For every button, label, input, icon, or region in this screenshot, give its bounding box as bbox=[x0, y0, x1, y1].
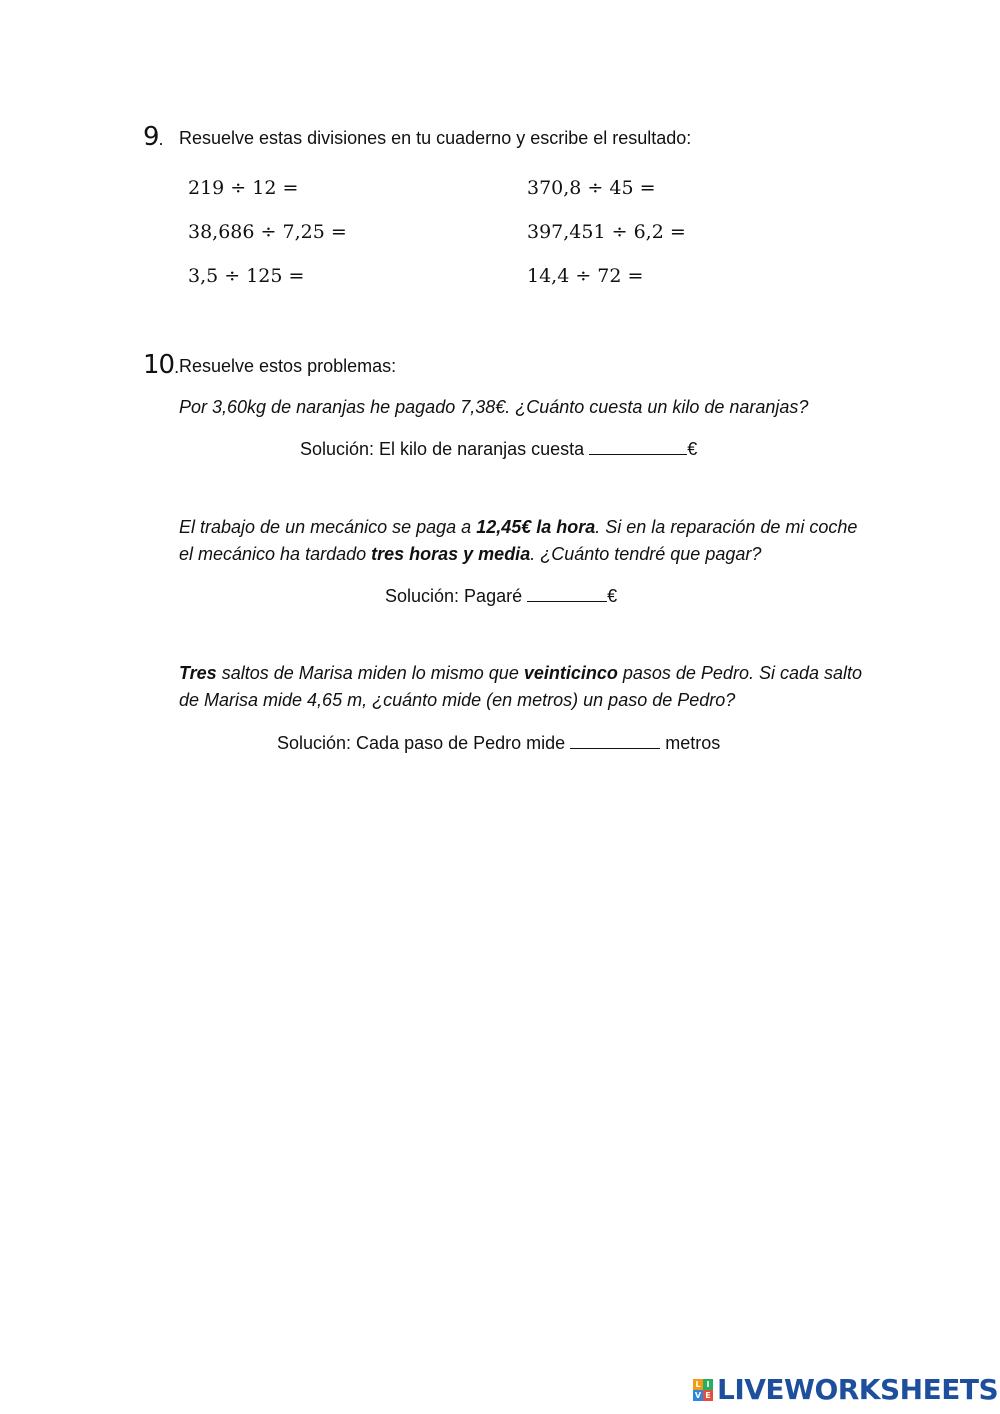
problem-text-part: . ¿Cuánto tendré que pagar? bbox=[530, 544, 762, 564]
logo-badge-letter: E bbox=[703, 1390, 713, 1401]
liveworksheets-logo bbox=[693, 1373, 998, 1406]
division-item: 38,686 ÷ 7,25 = bbox=[188, 221, 347, 243]
division-item: 397,451 ÷ 6,2 = bbox=[527, 221, 686, 243]
solution-label: Solución: Pagaré bbox=[385, 586, 523, 606]
question-10-instruction: Resuelve estos problemas: bbox=[179, 356, 397, 376]
problem-text-part: El trabajo de un mecánico se paga a bbox=[179, 517, 477, 537]
division-item: 14,4 ÷ 72 = bbox=[527, 265, 644, 287]
currency-unit: € bbox=[607, 586, 618, 606]
question-10-header bbox=[143, 350, 179, 380]
problem-text-part: . Si en la reparación de mi coche el mecánico ha tardado bbox=[179, 517, 858, 564]
logo-badge-letter: L bbox=[693, 1379, 703, 1390]
question-9-instruction: Resuelve estas divisiones en tu cuaderno y escribe el resultado: bbox=[179, 128, 692, 148]
problem-bold-part: veinticinco bbox=[523, 663, 618, 683]
unit-label: metros bbox=[665, 733, 721, 753]
question-number: 10 bbox=[143, 350, 175, 380]
problem-3-solution bbox=[277, 730, 720, 754]
division-item: 370,8 ÷ 45 = bbox=[527, 177, 656, 199]
problem-text-part: saltos de Marisa miden lo mismo que bbox=[216, 663, 524, 683]
problem-bold-part: Tres bbox=[179, 663, 217, 683]
answer-blank[interactable] bbox=[570, 730, 660, 749]
problem-bold-part: tres horas y media bbox=[371, 544, 531, 564]
question-dot: . bbox=[174, 357, 180, 377]
currency-unit: € bbox=[687, 439, 698, 459]
logo-badge-letter: I bbox=[703, 1379, 713, 1390]
answer-blank[interactable] bbox=[527, 583, 607, 602]
logo-text: LIVEWORKSHEETS bbox=[717, 1373, 999, 1406]
logo-badge-letter: V bbox=[694, 1390, 702, 1400]
question-9-header bbox=[143, 122, 164, 152]
problem-1-text: Por 3,60kg de naranjas he pagado 7,38€. ¿Cuánto cuesta un kilo de naranjas? bbox=[179, 397, 809, 417]
question-dot: . bbox=[158, 129, 164, 149]
problem-text-part: pasos de Pedro. Si cada salto de Marisa mide 4,65 m, ¿cuánto mide (en metros) un paso de Pedro? bbox=[179, 663, 863, 710]
solution-label: Solución: Cada paso de Pedro mide bbox=[277, 733, 566, 753]
logo-badge-icon bbox=[693, 1379, 713, 1401]
problem-1-solution bbox=[300, 436, 697, 460]
division-item: 219 ÷ 12 = bbox=[188, 177, 299, 199]
problem-3-text bbox=[179, 660, 869, 714]
problem-2-text bbox=[179, 514, 869, 568]
solution-label: Solución: El kilo de naranjas cuesta bbox=[300, 439, 585, 459]
division-item: 3,5 ÷ 125 = bbox=[188, 265, 305, 287]
answer-blank[interactable] bbox=[589, 436, 687, 455]
problem-2-solution bbox=[385, 583, 617, 607]
question-number: 9 bbox=[143, 122, 159, 152]
problem-bold-part: 12,45€ la hora bbox=[476, 517, 596, 537]
